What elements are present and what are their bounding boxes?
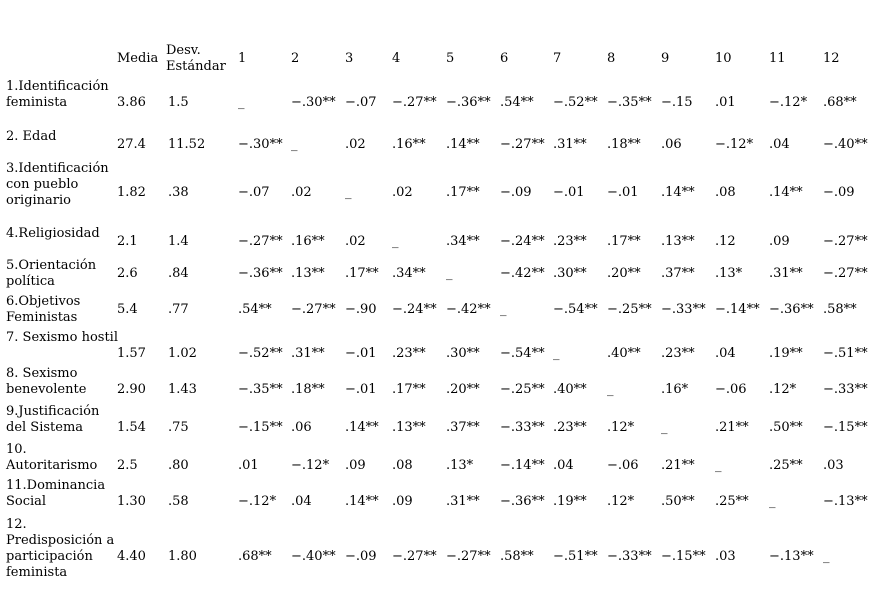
correlation-cell: .23**	[553, 234, 587, 249]
correlation-cell: −.33**	[607, 549, 652, 564]
correlation-cell: −.09	[345, 549, 377, 564]
correlation-cell: −.27**	[823, 234, 868, 249]
correlation-cell: −.40**	[291, 549, 336, 564]
correlation-cell: .31**	[446, 494, 480, 509]
correlation-cell: .13**	[291, 266, 325, 281]
correlation-cell: .03	[715, 549, 736, 564]
correlation-cell: −.27**	[500, 137, 545, 152]
sd-cell: 1.5	[168, 95, 189, 110]
correlation-cell: −.01	[345, 382, 377, 397]
correlation-cell: .20**	[446, 382, 480, 397]
correlation-cell: .23**	[661, 346, 695, 361]
correlation-cell: −.09	[823, 185, 855, 200]
correlation-cell: −.42**	[500, 266, 545, 281]
correlation-cell: −.27**	[392, 95, 437, 110]
correlation-cell: −.33**	[823, 382, 868, 397]
row-label: 3.Identificación con pueblo originario	[6, 161, 109, 208]
correlation-cell: −.01	[553, 185, 585, 200]
correlation-cell: .04	[769, 137, 790, 152]
correlation-cell: −.30**	[291, 95, 336, 110]
correlation-cell: −.27**	[238, 234, 283, 249]
header-col-10: 10	[715, 51, 732, 66]
correlation-cell: −.33**	[500, 420, 545, 435]
correlation-cell: .58**	[823, 302, 857, 317]
header-col-3: 3	[345, 51, 354, 66]
row-label: 10. Autoritarismo	[6, 442, 98, 473]
sd-cell: .80	[168, 458, 189, 473]
header-col-1: 1	[238, 51, 247, 66]
correlation-cell: .21**	[715, 420, 749, 435]
row-label: 8. Sexismo benevolente	[6, 366, 87, 397]
correlation-cell: .02	[345, 234, 366, 249]
correlation-cell: .40**	[607, 346, 641, 361]
header-col-7: 7	[553, 51, 562, 66]
correlation-cell: .20**	[607, 266, 641, 281]
header-col-11: 11	[769, 51, 786, 66]
correlation-cell: .23**	[553, 420, 587, 435]
correlation-cell: .19**	[553, 494, 587, 509]
sd-cell: 1.02	[168, 346, 197, 361]
correlation-cell: _	[553, 346, 560, 361]
correlation-cell: −.12*	[769, 95, 808, 110]
correlation-cell: .14**	[769, 185, 803, 200]
row-label: 1.Identificación feminista	[6, 79, 109, 110]
correlation-cell: .54**	[500, 95, 534, 110]
media-cell: 27.4	[117, 137, 146, 152]
header-desv-estandar: Desv. Estándar	[166, 43, 226, 74]
correlation-cell: .19**	[769, 346, 803, 361]
correlation-cell: −.15**	[823, 420, 868, 435]
correlation-cell: .04	[715, 346, 736, 361]
correlation-cell: −.27**	[446, 549, 491, 564]
correlation-cell: .09	[769, 234, 790, 249]
correlation-cell: −.14**	[715, 302, 760, 317]
correlation-cell: .34**	[446, 234, 480, 249]
correlation-cell: −.07	[238, 185, 270, 200]
correlation-cell: _	[661, 420, 668, 435]
correlation-cell: .12*	[769, 382, 797, 397]
correlation-cell: _	[715, 458, 722, 473]
correlation-cell: .50**	[769, 420, 803, 435]
correlation-cell: .37**	[446, 420, 480, 435]
row-label: 9.Justificación del Sistema	[6, 404, 100, 435]
correlation-cell: −.24**	[500, 234, 545, 249]
correlation-cell: −.36**	[769, 302, 814, 317]
correlation-cell: .13*	[715, 266, 743, 281]
correlation-cell: −.25**	[500, 382, 545, 397]
correlation-cell: .14**	[661, 185, 695, 200]
correlation-cell: .31**	[553, 137, 587, 152]
sd-cell: .84	[168, 266, 189, 281]
correlation-cell: −.33**	[661, 302, 706, 317]
correlation-cell: .16**	[392, 137, 426, 152]
correlation-cell: .25**	[769, 458, 803, 473]
correlation-cell: −.27**	[392, 549, 437, 564]
correlation-cell: −.07	[345, 95, 377, 110]
correlation-cell: .02	[345, 137, 366, 152]
correlation-cell: −.12*	[715, 137, 754, 152]
row-label: 11.Dominancia Social	[6, 478, 106, 509]
correlation-cell: .37**	[661, 266, 695, 281]
correlation-cell: −.12*	[238, 494, 277, 509]
media-cell: 2.90	[117, 382, 146, 397]
correlation-cell: −.35**	[607, 95, 652, 110]
row-label: 12. Predisposición a participación feminista	[6, 517, 115, 580]
sd-cell: .58	[168, 494, 189, 509]
correlation-cell: .18**	[291, 382, 325, 397]
correlation-cell: −.01	[607, 185, 639, 200]
correlation-cell: .02	[291, 185, 312, 200]
media-cell: 4.40	[117, 549, 146, 564]
correlation-cell: .18**	[607, 137, 641, 152]
correlation-cell: −.52**	[553, 95, 598, 110]
correlation-cell: −.25**	[607, 302, 652, 317]
correlation-cell: −.01	[345, 346, 377, 361]
correlation-cell: −.52**	[238, 346, 283, 361]
sd-cell: .38	[168, 185, 189, 200]
header-col-8: 8	[607, 51, 616, 66]
correlation-cell: .06	[661, 137, 682, 152]
correlation-cell: −.15	[661, 95, 693, 110]
header-col-4: 4	[392, 51, 401, 66]
sd-cell: 1.43	[168, 382, 197, 397]
correlation-cell: _	[823, 549, 830, 564]
correlation-cell: .14**	[345, 420, 379, 435]
correlation-cell: −.40**	[823, 137, 868, 152]
correlation-cell: .14**	[345, 494, 379, 509]
correlation-cell: .04	[291, 494, 312, 509]
media-cell: 1.82	[117, 185, 146, 200]
correlation-cell: .17**	[392, 382, 426, 397]
header-col-5: 5	[446, 51, 455, 66]
correlation-cell: .13*	[446, 458, 474, 473]
correlation-cell: −.36**	[500, 494, 545, 509]
correlation-cell: .54**	[238, 302, 272, 317]
media-cell: 1.57	[117, 346, 146, 361]
correlation-cell: .12*	[607, 494, 635, 509]
correlation-cell: .68**	[238, 549, 272, 564]
correlation-cell: .34**	[392, 266, 426, 281]
media-cell: 1.54	[117, 420, 146, 435]
correlation-cell: _	[345, 185, 352, 200]
sd-cell: 1.4	[168, 234, 189, 249]
media-cell: 3.86	[117, 95, 146, 110]
correlation-cell: _	[238, 95, 245, 110]
sd-cell: .75	[168, 420, 189, 435]
correlation-cell: .17**	[345, 266, 379, 281]
correlation-cell: _	[500, 302, 507, 317]
header-col-6: 6	[500, 51, 509, 66]
correlation-cell: .16**	[291, 234, 325, 249]
correlation-cell: .31**	[291, 346, 325, 361]
correlation-cell: −.06	[607, 458, 639, 473]
correlation-cell: −.54**	[553, 302, 598, 317]
row-label: 5.Orientación política	[6, 258, 97, 289]
correlation-cell: .58**	[500, 549, 534, 564]
media-cell: 2.6	[117, 266, 138, 281]
correlation-cell: .30**	[446, 346, 480, 361]
correlation-cell: −.14**	[500, 458, 545, 473]
sd-cell: 11.52	[168, 137, 206, 152]
media-cell: 2.1	[117, 234, 138, 249]
correlation-cell: .08	[392, 458, 413, 473]
correlation-cell: .14**	[446, 137, 480, 152]
correlation-cell: .08	[715, 185, 736, 200]
correlation-cell: .17**	[607, 234, 641, 249]
correlation-cell: −.90	[345, 302, 377, 317]
correlation-cell: −.27**	[823, 266, 868, 281]
header-col-9: 9	[661, 51, 670, 66]
correlation-cell: .50**	[661, 494, 695, 509]
correlation-cell: .16*	[661, 382, 689, 397]
sd-cell: 1.80	[168, 549, 197, 564]
correlation-cell: −.51**	[823, 346, 868, 361]
correlation-cell: .17**	[446, 185, 480, 200]
correlation-cell: −.12*	[291, 458, 330, 473]
correlation-cell: −.51**	[553, 549, 598, 564]
correlation-cell: .13**	[661, 234, 695, 249]
correlation-cell: .21**	[661, 458, 695, 473]
correlation-cell: .13**	[392, 420, 426, 435]
header-media: Media	[117, 51, 159, 66]
correlation-cell: −.15**	[238, 420, 283, 435]
correlation-cell: .12*	[607, 420, 635, 435]
correlation-cell: −.06	[715, 382, 747, 397]
correlation-cell: .30**	[553, 266, 587, 281]
correlation-cell: .31**	[769, 266, 803, 281]
correlation-cell: −.30**	[238, 137, 283, 152]
correlation-cell: .01	[238, 458, 259, 473]
correlation-cell: −.36**	[446, 95, 491, 110]
correlation-cell: _	[607, 382, 614, 397]
correlation-cell: .01	[715, 95, 736, 110]
correlation-cell: _	[446, 266, 453, 281]
row-label: 2. Edad	[6, 129, 57, 144]
media-cell: 5.4	[117, 302, 138, 317]
header-col-2: 2	[291, 51, 300, 66]
correlation-cell: −.13**	[769, 549, 814, 564]
correlation-cell: −.42**	[446, 302, 491, 317]
correlation-cell: .06	[291, 420, 312, 435]
correlation-cell: .23**	[392, 346, 426, 361]
correlation-cell: −.13**	[823, 494, 868, 509]
sd-cell: .77	[168, 302, 189, 317]
correlation-cell: −.15**	[661, 549, 706, 564]
correlation-cell: .12	[715, 234, 736, 249]
media-cell: 2.5	[117, 458, 138, 473]
row-label: 6.Objetivos Feministas	[6, 294, 81, 325]
row-label: 7. Sexismo hostil	[6, 330, 118, 345]
correlation-cell: .09	[392, 494, 413, 509]
correlation-cell: −.36**	[238, 266, 283, 281]
correlation-cell: .40**	[553, 382, 587, 397]
correlation-cell: .68**	[823, 95, 857, 110]
correlation-cell: .25**	[715, 494, 749, 509]
correlation-cell: .09	[345, 458, 366, 473]
media-cell: 1.30	[117, 494, 146, 509]
correlation-cell: −.24**	[392, 302, 437, 317]
correlation-cell: −.35**	[238, 382, 283, 397]
correlation-cell: _	[392, 234, 399, 249]
correlation-cell: _	[769, 494, 776, 509]
header-col-12: 12	[823, 51, 840, 66]
row-label: 4.Religiosidad	[6, 226, 100, 241]
correlation-cell: .04	[553, 458, 574, 473]
correlation-cell: .02	[392, 185, 413, 200]
correlation-cell: _	[291, 137, 298, 152]
correlation-cell: −.27**	[291, 302, 336, 317]
correlation-cell: −.54**	[500, 346, 545, 361]
correlation-cell: −.09	[500, 185, 532, 200]
correlation-cell: .03	[823, 458, 844, 473]
